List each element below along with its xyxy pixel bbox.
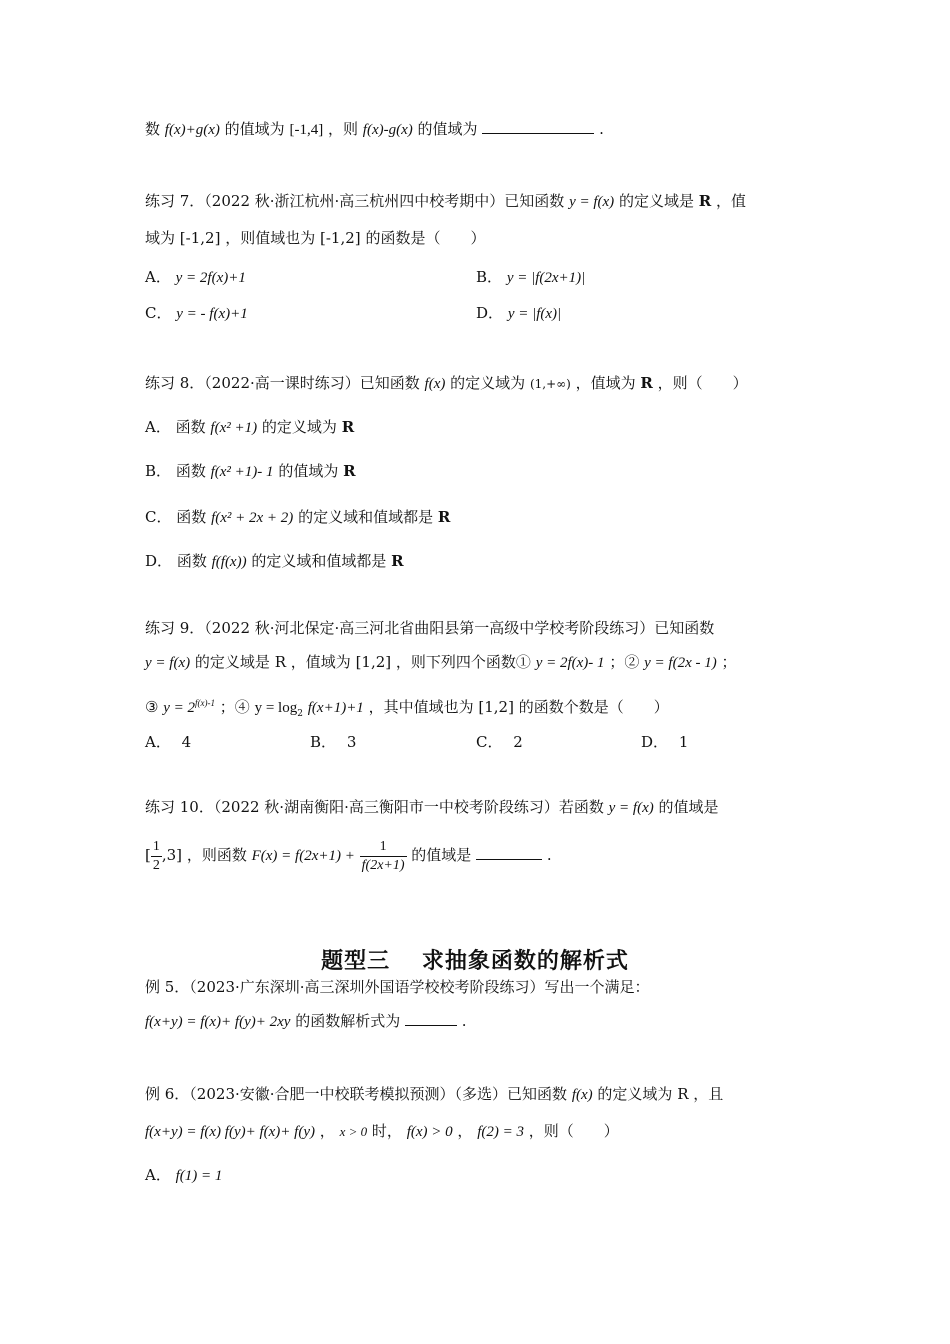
- ex9-option-b[interactable]: [310, 731, 356, 753]
- math-R: R: [677, 1085, 689, 1103]
- math-range: [1,2]: [478, 698, 514, 716]
- text: .: [546, 846, 552, 864]
- ex6-option-a[interactable]: [145, 1164, 222, 1187]
- text: ，则（ ）: [528, 1122, 619, 1140]
- text: 函数: [175, 462, 206, 480]
- text: ，则下列四个函数①: [395, 653, 531, 671]
- question-text: 例 6．（2023·安徽·合肥一中校联考模拟预测）（多选）已知函数: [145, 1085, 568, 1103]
- ex8-option-a[interactable]: [145, 416, 354, 439]
- ex9-option-d[interactable]: [641, 731, 688, 753]
- frac-numerator: 1: [151, 838, 162, 857]
- text: 的函数解析式为: [295, 1012, 401, 1030]
- text: .: [461, 1012, 467, 1030]
- ex6-line1: [145, 1083, 723, 1106]
- math-expr: f(x² +1): [210, 420, 258, 436]
- ex10-line2: [145, 833, 552, 878]
- math-exponent: f(x)-1: [195, 698, 216, 708]
- text: ，: [457, 1122, 473, 1140]
- frac-denominator: 2: [152, 857, 160, 873]
- math-expr: f(x): [424, 376, 446, 392]
- question-text: 例 5．（2023·广东深圳·高三深圳外国语学校校考阶段练习）写出一个满足：: [145, 978, 650, 996]
- question-text: 练习 9．（2022 秋·河北保定·高三河北省曲阳县第一高级中学校考阶段练习）已知函数: [145, 619, 715, 637]
- math-expr: f(f(x)): [211, 554, 247, 570]
- option-text: f(1) = 1: [175, 1168, 223, 1184]
- text: ；: [721, 653, 737, 671]
- math-expr: f(x)-g(x): [362, 122, 413, 138]
- option-letter: D．: [145, 552, 173, 570]
- text: 的定义域和值域都是: [298, 508, 434, 526]
- text: ，则: [328, 120, 359, 138]
- text: 的函数是（ ）: [365, 229, 486, 247]
- math-expr: f(x² +1)- 1: [210, 464, 274, 480]
- option-letter: B．: [145, 462, 172, 480]
- math-expr: f(x+y) = f(x)+ f(y)+ 2xy: [145, 1014, 291, 1030]
- text: 的值域为: [278, 462, 339, 480]
- ex7-option-b[interactable]: [476, 266, 585, 289]
- math-bracket: [: [145, 846, 151, 864]
- ex9-line2: [145, 651, 737, 674]
- ex6-line2: [145, 1120, 619, 1143]
- option-letter: B．: [310, 733, 337, 751]
- text: 时，: [371, 1122, 402, 1140]
- option-letter: B．: [476, 268, 503, 286]
- math-expr: f(x+1)+1: [307, 700, 364, 716]
- ex5-line2: [145, 1010, 467, 1033]
- math-expr: f(2) = 3: [477, 1124, 524, 1140]
- math-expr: y = 2: [163, 700, 196, 716]
- text: ；④: [219, 698, 250, 716]
- math-R: R: [698, 192, 712, 210]
- text: 的值域为: [417, 120, 478, 138]
- ex7-line1: [145, 190, 746, 213]
- math-expr: y = f(x): [569, 194, 615, 210]
- question-text: 练习 7．（2022 秋·浙江杭州·高三杭州四中校考期中）已知函数: [145, 192, 565, 210]
- ex7-option-d[interactable]: [476, 302, 561, 325]
- ex9-line1: [145, 617, 714, 639]
- text: 函数: [176, 552, 207, 570]
- math-expr: y = f(x): [145, 655, 191, 671]
- text: 的值域为: [224, 120, 285, 138]
- ex7-option-c[interactable]: [145, 302, 248, 325]
- math-R: R: [343, 462, 356, 480]
- ex9-option-a[interactable]: [145, 731, 191, 753]
- option-text: 4: [181, 733, 192, 751]
- answer-blank[interactable]: [405, 1011, 457, 1026]
- option-text: y = 2f(x)+1: [175, 270, 246, 286]
- text: 函数: [176, 508, 207, 526]
- frac-numerator: 1: [360, 838, 407, 857]
- ex9-option-c[interactable]: [476, 731, 523, 753]
- math-range: [-1,4]: [289, 122, 324, 138]
- math-expr: f(x² + 2x + 2): [211, 510, 294, 526]
- ex7-line2: [145, 227, 485, 249]
- text: ，则函数: [186, 846, 247, 864]
- ex8-option-b[interactable]: [145, 460, 356, 483]
- math-expr: y = f(x): [608, 800, 654, 816]
- option-text: y = |f(x)|: [507, 306, 562, 322]
- ex7-option-a[interactable]: [145, 266, 246, 289]
- text: 的定义域为: [450, 374, 526, 392]
- option-letter: A．: [145, 733, 171, 751]
- math-expr: f(x)+g(x): [164, 122, 220, 138]
- question-text: 练习 8．（2022·高一课时练习）已知函数: [145, 374, 420, 392]
- text: ，值: [716, 192, 747, 210]
- option-letter: C．: [145, 508, 172, 526]
- math-expr: f(x) > 0: [406, 1124, 453, 1140]
- text: 的定义域和值域都是: [251, 552, 387, 570]
- text: ，值域为: [575, 374, 636, 392]
- text: ，且: [693, 1085, 724, 1103]
- text: 的定义域为: [261, 418, 337, 436]
- math-expr: y = 2f(x)- 1: [535, 655, 605, 671]
- math-range: [1,2]: [355, 653, 392, 671]
- math-expr: y = f(2x - 1): [644, 655, 717, 671]
- text: 函数: [175, 418, 206, 436]
- answer-blank[interactable]: [482, 119, 594, 134]
- text: 的定义域为: [597, 1085, 673, 1103]
- text: 的函数个数是（ ）: [518, 698, 669, 716]
- question-text: 练习 10．（2022 秋·湖南衡阳·高三衡阳市一中校考阶段练习）若函数: [145, 798, 604, 816]
- text: ③: [145, 698, 159, 716]
- answer-blank[interactable]: [476, 845, 542, 860]
- option-text: 3: [346, 733, 357, 751]
- ex9-line3: [145, 692, 669, 725]
- text: 的定义域是: [618, 192, 694, 210]
- option-text: y = |f(2x+1)|: [506, 270, 586, 286]
- text: 的值域是: [411, 846, 472, 864]
- text: 域为: [145, 229, 176, 247]
- text: ，则值域也为: [225, 229, 316, 247]
- math-expr: F(x) = f(2x+1) +: [251, 848, 355, 864]
- math-range: [-1,2]: [179, 229, 221, 247]
- option-text: 1: [678, 733, 689, 751]
- text: ；②: [609, 653, 640, 671]
- math-subscript: 2: [297, 709, 303, 719]
- option-letter: A．: [145, 418, 171, 436]
- frac-denominator: f(2x+1): [361, 857, 405, 873]
- fraction-half: [151, 838, 162, 875]
- option-text: 2: [513, 733, 523, 751]
- option-letter: C．: [145, 304, 172, 322]
- math-bracket: ,3]: [161, 846, 183, 864]
- math-range: (1,+∞): [529, 377, 571, 391]
- text: 的定义域是: [194, 653, 270, 671]
- intro-line: [145, 118, 604, 141]
- option-letter: D．: [641, 733, 669, 751]
- text: .: [599, 120, 604, 138]
- ex10-line1: [145, 796, 719, 819]
- math-R: R: [391, 552, 404, 570]
- text: ，其中值域也为: [368, 698, 474, 716]
- math-expr: y = log: [254, 700, 298, 716]
- section-heading: 题型三 求抽象函数的解析式: [321, 949, 629, 974]
- text: ，: [319, 1122, 335, 1140]
- math-R: R: [640, 374, 653, 392]
- ex8-line1: [145, 372, 748, 395]
- math-expr: f(x): [571, 1087, 593, 1103]
- text: ，值域为: [290, 653, 351, 671]
- text: 的值域是: [658, 798, 719, 816]
- ex8-option-c[interactable]: [145, 506, 450, 529]
- option-letter: D．: [476, 304, 504, 322]
- fraction-reciprocal: [360, 838, 407, 875]
- math-R: R: [437, 508, 451, 526]
- option-letter: A．: [145, 268, 171, 286]
- ex5-line1: [145, 976, 650, 998]
- text: ，则（ ）: [657, 374, 748, 392]
- math-expr: f(x+y) = f(x) f(y)+ f(x)+ f(y): [145, 1124, 315, 1140]
- math-range: [-1,2]: [320, 229, 361, 247]
- ex8-option-d[interactable]: [145, 550, 404, 573]
- text: 数: [145, 120, 161, 138]
- option-text: y = - f(x)+1: [176, 306, 248, 322]
- option-letter: A．: [145, 1166, 171, 1184]
- math-R: R: [341, 418, 355, 436]
- option-letter: C．: [476, 733, 503, 751]
- math-R: R: [274, 653, 286, 671]
- math-expr: x > 0: [339, 1124, 368, 1139]
